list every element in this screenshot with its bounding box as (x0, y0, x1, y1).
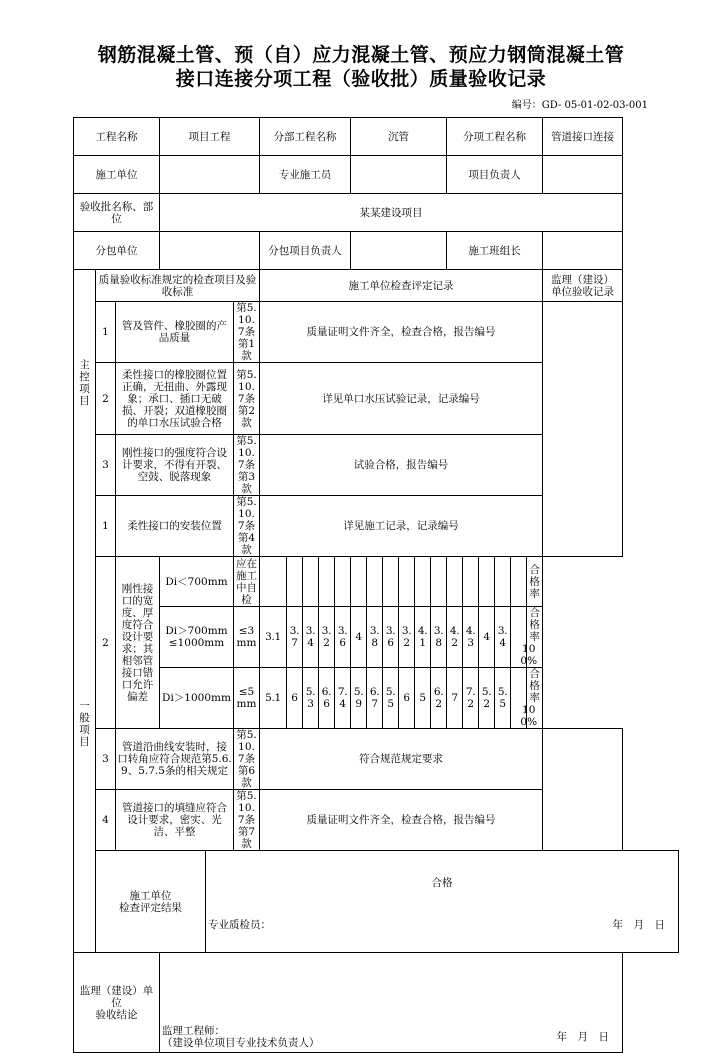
main-item-2-no: 2 (96, 363, 116, 435)
construction-date-label: 年 月 日 (612, 919, 665, 931)
general-item-1-text: 柔性接口的安装位置 (116, 496, 234, 557)
measure-1-4 (319, 557, 335, 607)
subcontract-manager-label: 分包项目负责人 (260, 232, 351, 270)
batch-label: 验收批名称、部位 (74, 194, 160, 232)
main-item-2-record: 详见单口水压试验记录，记录编号 (260, 363, 543, 435)
general-item-2-text: 刚性接口的宽度、厚度符合设计要求；其相邻管接口错口允许偏差 (116, 557, 160, 729)
batch-value: 某某建设项目 (160, 194, 623, 232)
measure-3-1: 5.1 (260, 668, 287, 729)
measure-3-3: 5.3 (303, 668, 319, 729)
general-item-3-text: 管道沿曲线安装时，接口转角应符合规范第5.6.9、5.7.5条的相关规定 (116, 729, 234, 790)
measure-3-2: 6 (287, 668, 303, 729)
main-item-3-clause: 第5.10.7条第3款 (234, 435, 260, 496)
item-project-value: 管道接口连接 (543, 118, 623, 156)
measure-2-10: 4.1 (415, 607, 431, 668)
supervision-header-line1: 监理（建设） (551, 273, 615, 286)
general-item-2-no: 2 (96, 557, 116, 729)
sub-project-label: 分部工程名称 (260, 118, 351, 156)
sub-project-value: 沉管 (351, 118, 447, 156)
rate-2-value: 100% (520, 643, 538, 667)
general-item-4-record: 质量证明文件齐全，检查合格，报告编号 (260, 790, 543, 851)
main-item-3-record: 试验合格，报告编号 (260, 435, 543, 496)
engineer-note: （建设单位项目专业技术负责人） (162, 1037, 320, 1049)
measure-2-3: 3.4 (303, 607, 319, 668)
measure-1-8 (383, 557, 399, 607)
main-item-1-no: 1 (96, 302, 116, 363)
measure-2-7: 3.8 (367, 607, 383, 668)
measure-3-12: 7 (447, 668, 463, 729)
measure-1-2 (287, 557, 303, 607)
cond-1: Di＜700mm (160, 557, 234, 607)
measure-3-6: 5.9 (351, 668, 367, 729)
measure-1-15 (495, 557, 511, 607)
general-item-1-clause: 第5.10.7条第4款 (234, 496, 260, 557)
measure-3-8: 5.5 (383, 668, 399, 729)
main-item-1-text: 管及管件、橡胶圈的产品质量 (116, 302, 234, 363)
check-record-header: 施工单位检查评定记录 (260, 270, 543, 302)
supervision-conclusion-label-line2: 验收结论 (95, 1008, 138, 1021)
table-row (74, 302, 679, 363)
measure-1-12 (447, 557, 463, 607)
supervision-conclusion-label (74, 953, 160, 1053)
engineer-label: 监理工程师： (162, 1025, 225, 1037)
measure-2-5: 3.6 (335, 607, 351, 668)
measure-1-10 (415, 557, 431, 607)
construction-result: 合格 (431, 877, 453, 889)
general-label-text: 一般项目 (79, 699, 90, 748)
rate-2 (520, 607, 543, 668)
measure-3-14: 5.2 (479, 668, 495, 729)
form-title-line2: 接口连接分项工程（验收批）质量验收记录 (175, 68, 547, 90)
cond-3: Di＞1000mm (160, 668, 234, 729)
general-label (74, 496, 96, 953)
project-name-label: 工程名称 (74, 118, 160, 156)
subcontract-unit-label: 分包单位 (74, 232, 160, 270)
measure-1-14 (479, 557, 495, 607)
general-item-3-no: 3 (96, 729, 116, 790)
measure-2-6: 4 (351, 607, 367, 668)
main-item-3-no: 3 (96, 435, 116, 496)
supervision-conclusion-cell (160, 953, 623, 1053)
general-supervision-cell (543, 729, 623, 851)
team-leader-label: 施工班组长 (447, 232, 543, 270)
general-item-3-clause: 第5.10.7条第6款 (234, 729, 260, 790)
measure-2-4: 3.2 (319, 607, 335, 668)
measure-1-3 (303, 557, 319, 607)
table-row (74, 496, 679, 557)
measure-2-1: 3.1 (260, 607, 287, 668)
table-row (74, 607, 679, 668)
main-control-label-text: 主控项目 (79, 358, 90, 407)
acceptance-record-table (73, 117, 679, 1053)
project-manager-label: 项目负责人 (447, 156, 543, 194)
rate-3 (520, 668, 543, 729)
general-item-3-record: 符合规范规定要求 (260, 729, 543, 790)
main-control-label (74, 270, 96, 496)
measure-3-7: 6.7 (367, 668, 383, 729)
general-item-4-clause: 第5.10.7条第7款 (234, 790, 260, 851)
measure-3-9: 6 (399, 668, 415, 729)
measure-3-10: 5 (415, 668, 431, 729)
inspector-label: 专业质检员： (208, 919, 271, 931)
main-item-3-text: 刚性接口的强度符合设计要求，不得有开裂、空鼓、脱落现象 (116, 435, 234, 496)
general-item-1-record: 详见施工记录，记录编号 (260, 496, 543, 557)
professional-foreman-value (351, 156, 447, 194)
construction-result-label-line1: 施工单位 (129, 889, 172, 902)
main-item-1-record: 质量证明文件齐全，检查合格，报告编号 (260, 302, 543, 363)
table-row (74, 557, 679, 607)
rate-2-label: 合格率 (529, 607, 540, 643)
limit-2: ≤3mm (234, 607, 260, 668)
measure-2-13: 4.3 (463, 607, 479, 668)
rate-1-label: 合格率 (529, 563, 540, 600)
measure-3-11: 6.2 (431, 668, 447, 729)
measure-2-9: 3.2 (399, 607, 415, 668)
measure-3-15: 5.5 (495, 668, 511, 729)
measure-1-6 (351, 557, 367, 607)
measure-1-13 (463, 557, 479, 607)
measure-1-9 (399, 557, 415, 607)
check-standard-header: 质量验收标准规定的检查项目及验收标准 (96, 270, 260, 302)
measure-1-7 (367, 557, 383, 607)
supervision-record-header (543, 270, 623, 302)
project-name-value: 项目工程 (160, 118, 260, 156)
item-project-label: 分项工程名称 (447, 118, 543, 156)
rate-3-label: 合格率 (529, 668, 540, 704)
measure-2-11: 3.8 (431, 607, 447, 668)
team-leader-value (543, 232, 623, 270)
measure-1-16 (511, 557, 527, 607)
measure-3-4: 6.6 (319, 668, 335, 729)
general-item-4-text: 管道接口的填缝应符合设计要求，密实、光洁、平整 (116, 790, 234, 851)
professional-foreman-label: 专业施工员 (260, 156, 351, 194)
rate-3-value: 100% (520, 704, 538, 728)
table-row (74, 729, 679, 790)
measure-3-13: 7.2 (463, 668, 479, 729)
measure-2-2: 3.7 (287, 607, 303, 668)
main-item-1-clause: 第5.10.7条第1款 (234, 302, 260, 363)
cond-2: Di＞700mm≤1000mm (160, 607, 234, 668)
general-item-4-no: 4 (96, 790, 116, 851)
construction-result-label-line2: 检查评定结果 (119, 901, 182, 914)
construction-unit-value (160, 156, 260, 194)
table-row (74, 668, 679, 729)
subcontract-unit-value (160, 232, 260, 270)
main-item-2-text: 柔性接口的橡胶圈位置正确，无扭曲、外露现象；承口、插口无破损、开裂；双道橡胶圈的单口水压试验合格 (116, 363, 234, 435)
main-item-2-clause: 第5.10.7条第2款 (234, 363, 260, 435)
measure-1-5 (335, 557, 351, 607)
measure-2-15: 3.4 (495, 607, 511, 668)
measure-1-11 (431, 557, 447, 607)
supervision-header-line2: 单位验收记录 (551, 285, 615, 298)
measure-2-12: 4.2 (447, 607, 463, 668)
project-manager-value (543, 156, 623, 194)
rate-1 (527, 557, 543, 607)
subcontract-manager-value (351, 232, 447, 270)
construction-result-label (96, 851, 206, 953)
form-code: 编号：GD- 05-01-02-03-001 (511, 100, 648, 111)
measure-2-14: 4 (479, 607, 495, 668)
supervision-date-label: 年 月 日 (556, 1031, 610, 1043)
construction-result-cell (206, 851, 679, 953)
measure-3-5: 7.4 (335, 668, 351, 729)
construction-unit-label: 施工单位 (74, 156, 160, 194)
limit-3: ≤5mm (234, 668, 260, 729)
general-item-1-supervision (543, 496, 623, 557)
supervision-conclusion-blank (161, 953, 621, 1025)
limit-1: 应在施工中自检 (234, 557, 260, 607)
measure-2-8: 3.6 (383, 607, 399, 668)
measure-1-1 (260, 557, 287, 607)
main-supervision-cell (543, 302, 623, 496)
supervision-conclusion-label-line1: 监理（建设）单位 (79, 984, 154, 1009)
general-item-1-no: 1 (96, 496, 116, 557)
form-title-line1: 钢筋混凝土管、预（自）应力混凝土管、预应力钢筒混凝土管 (97, 44, 625, 66)
